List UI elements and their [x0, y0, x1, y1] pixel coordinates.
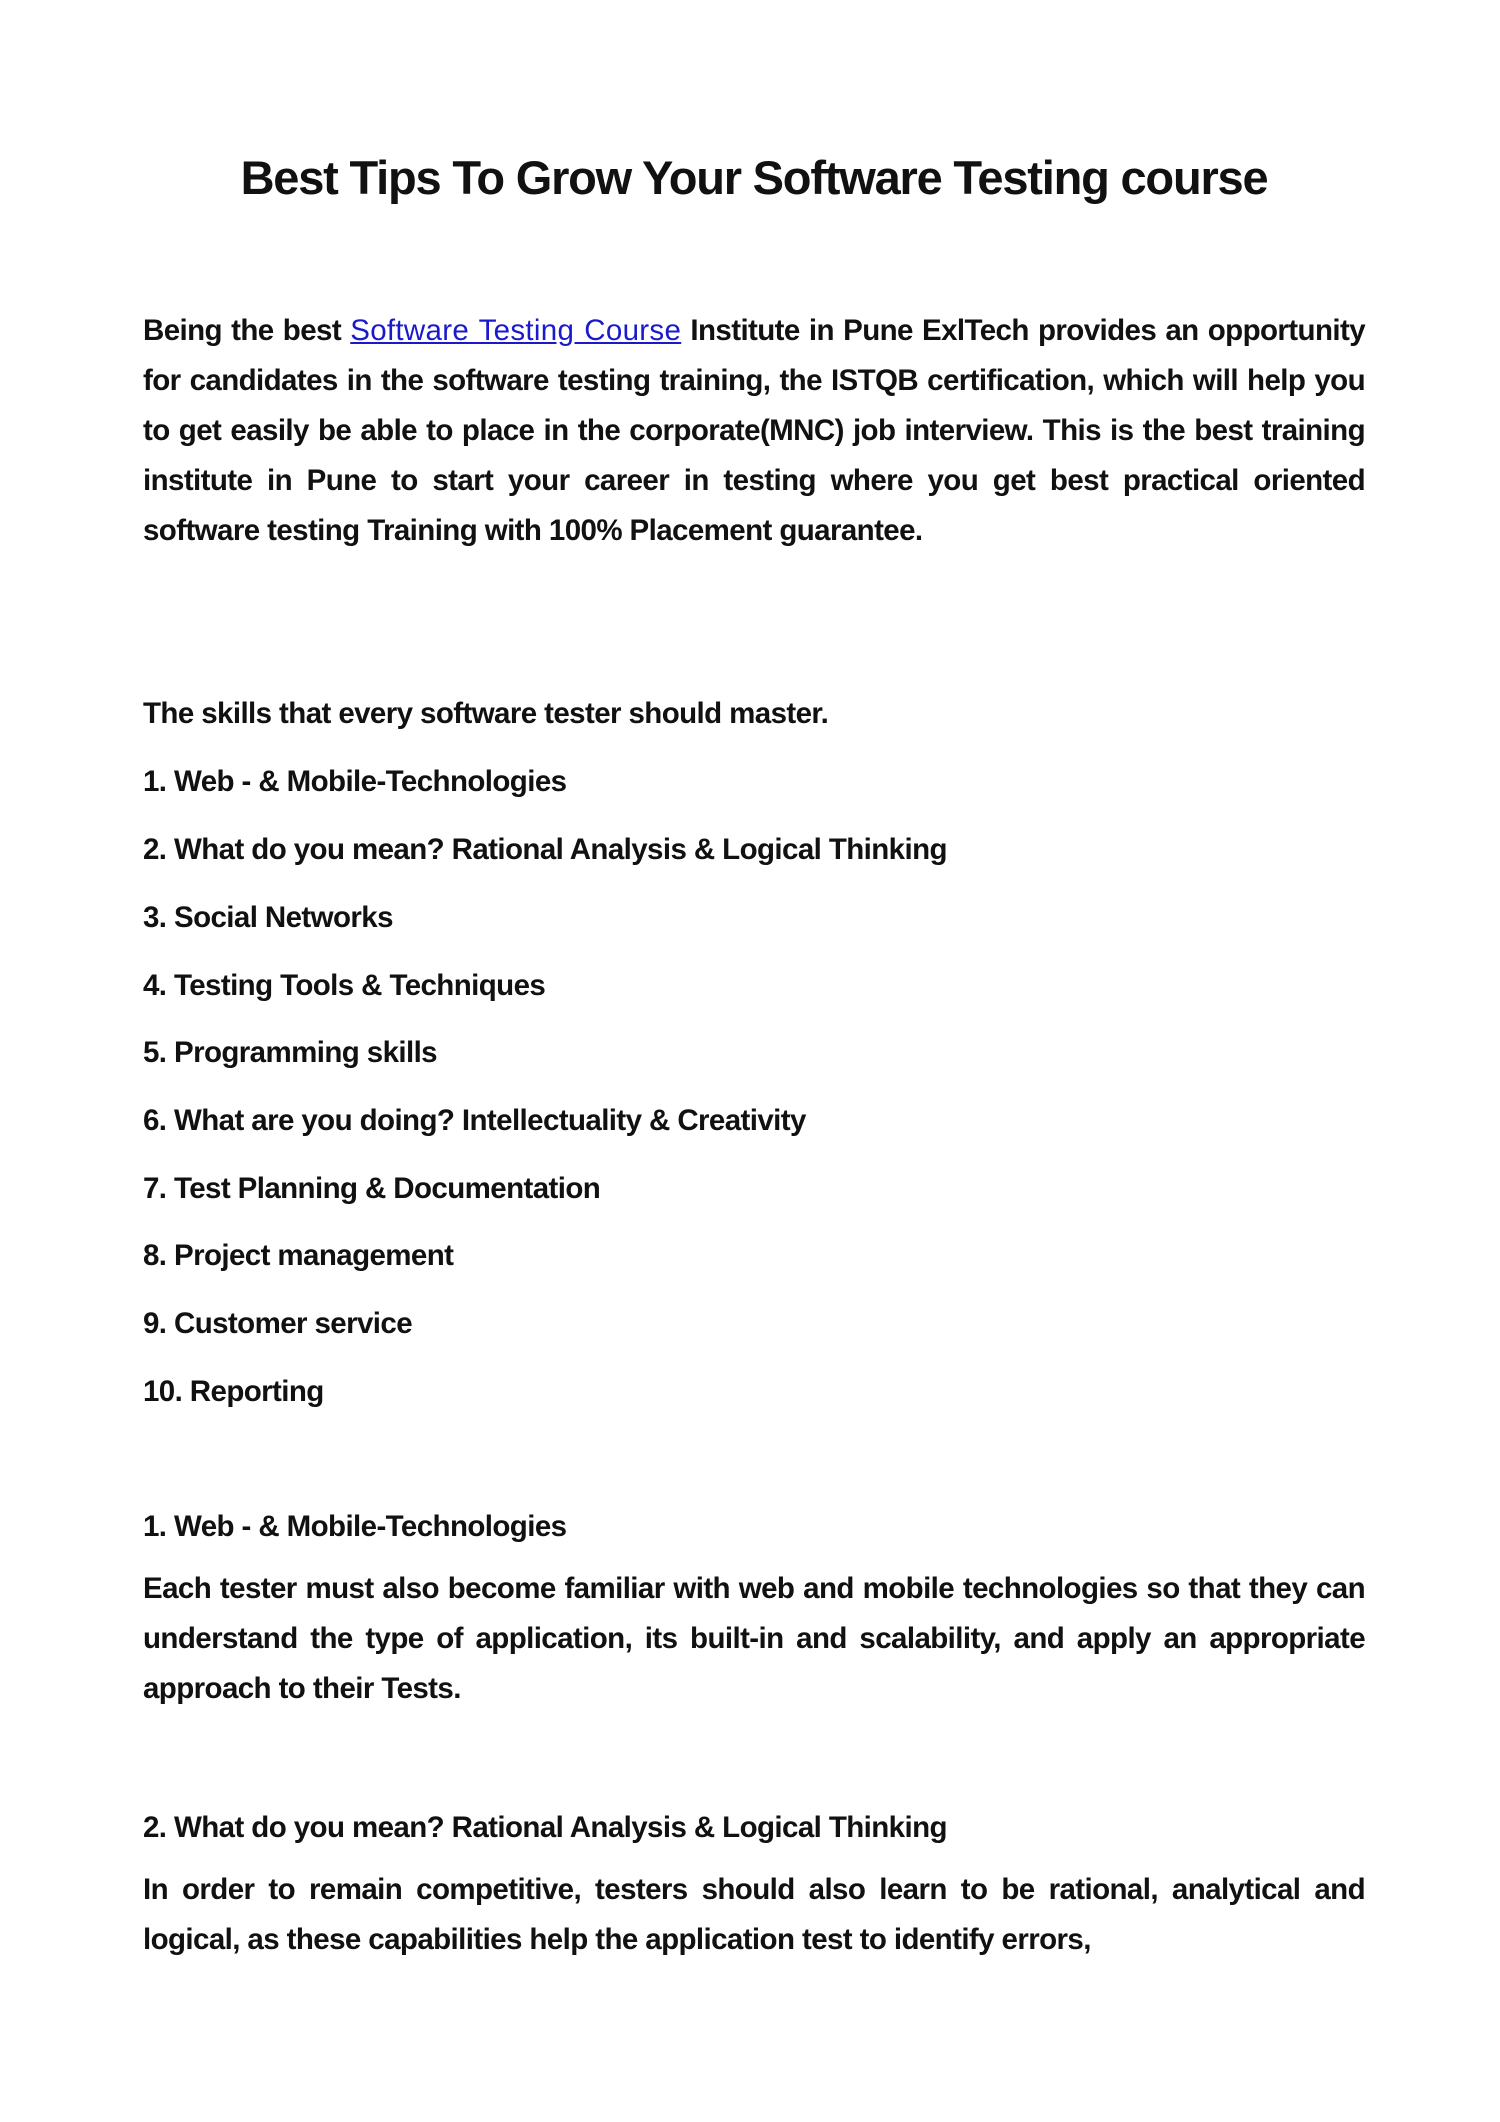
- skills-list-item: 4. Testing Tools & Techniques: [143, 969, 546, 1002]
- skills-list-item: 9. Customer service: [143, 1307, 412, 1340]
- skills-list-item: 5. Programming skills: [143, 1036, 437, 1069]
- section-heading: 1. Web - & Mobile-Technologies: [143, 1510, 567, 1543]
- skills-list-item: 8. Project management: [143, 1239, 454, 1272]
- intro-text-after-link: Institute in Pune ExlTech provides an opportunity for candidates in the software testing training, the ISTQB certification, which will help you to get easily be able to place in the corporate(MNC) job interview. This is the best training institute in Pune to start your career in testing where you get best practical oriented software testing Training with 100% Placement guarantee.: [143, 314, 1365, 547]
- skills-heading: The skills that every software tester should master.: [143, 697, 829, 730]
- skills-list-item: 2. What do you mean? Rational Analysis & Logical Thinking: [143, 833, 947, 866]
- skills-list-item: 7. Test Planning & Documentation: [143, 1172, 601, 1205]
- skills-list-item: 3. Social Networks: [143, 901, 393, 934]
- skills-list-item: 6. What are you doing? Intellectuality & Creativity: [143, 1104, 806, 1137]
- software-testing-course-link[interactable]: Software Testing Course: [350, 314, 682, 347]
- section-heading: 2. What do you mean? Rational Analysis & Logical Thinking: [143, 1811, 947, 1844]
- section-body: In order to remain competitive, testers should also learn to be rational, analytical and logical, as these capabilities help the application test to identify errors,: [143, 1873, 1365, 1956]
- skills-list-item: 10. Reporting: [143, 1375, 324, 1408]
- intro-paragraph: [143, 306, 1365, 556]
- intro-text-before-link: Being the best: [143, 314, 351, 347]
- section-body: Each tester must also become familiar with web and mobile technologies so that they can understand the type of application, its built-in and scalability, and apply an appropriate approach to their Tests.: [143, 1572, 1365, 1705]
- skills-list-item: 1. Web - & Mobile-Technologies: [143, 765, 567, 798]
- document-title: Best Tips To Grow Your Software Testing course: [240, 151, 1268, 204]
